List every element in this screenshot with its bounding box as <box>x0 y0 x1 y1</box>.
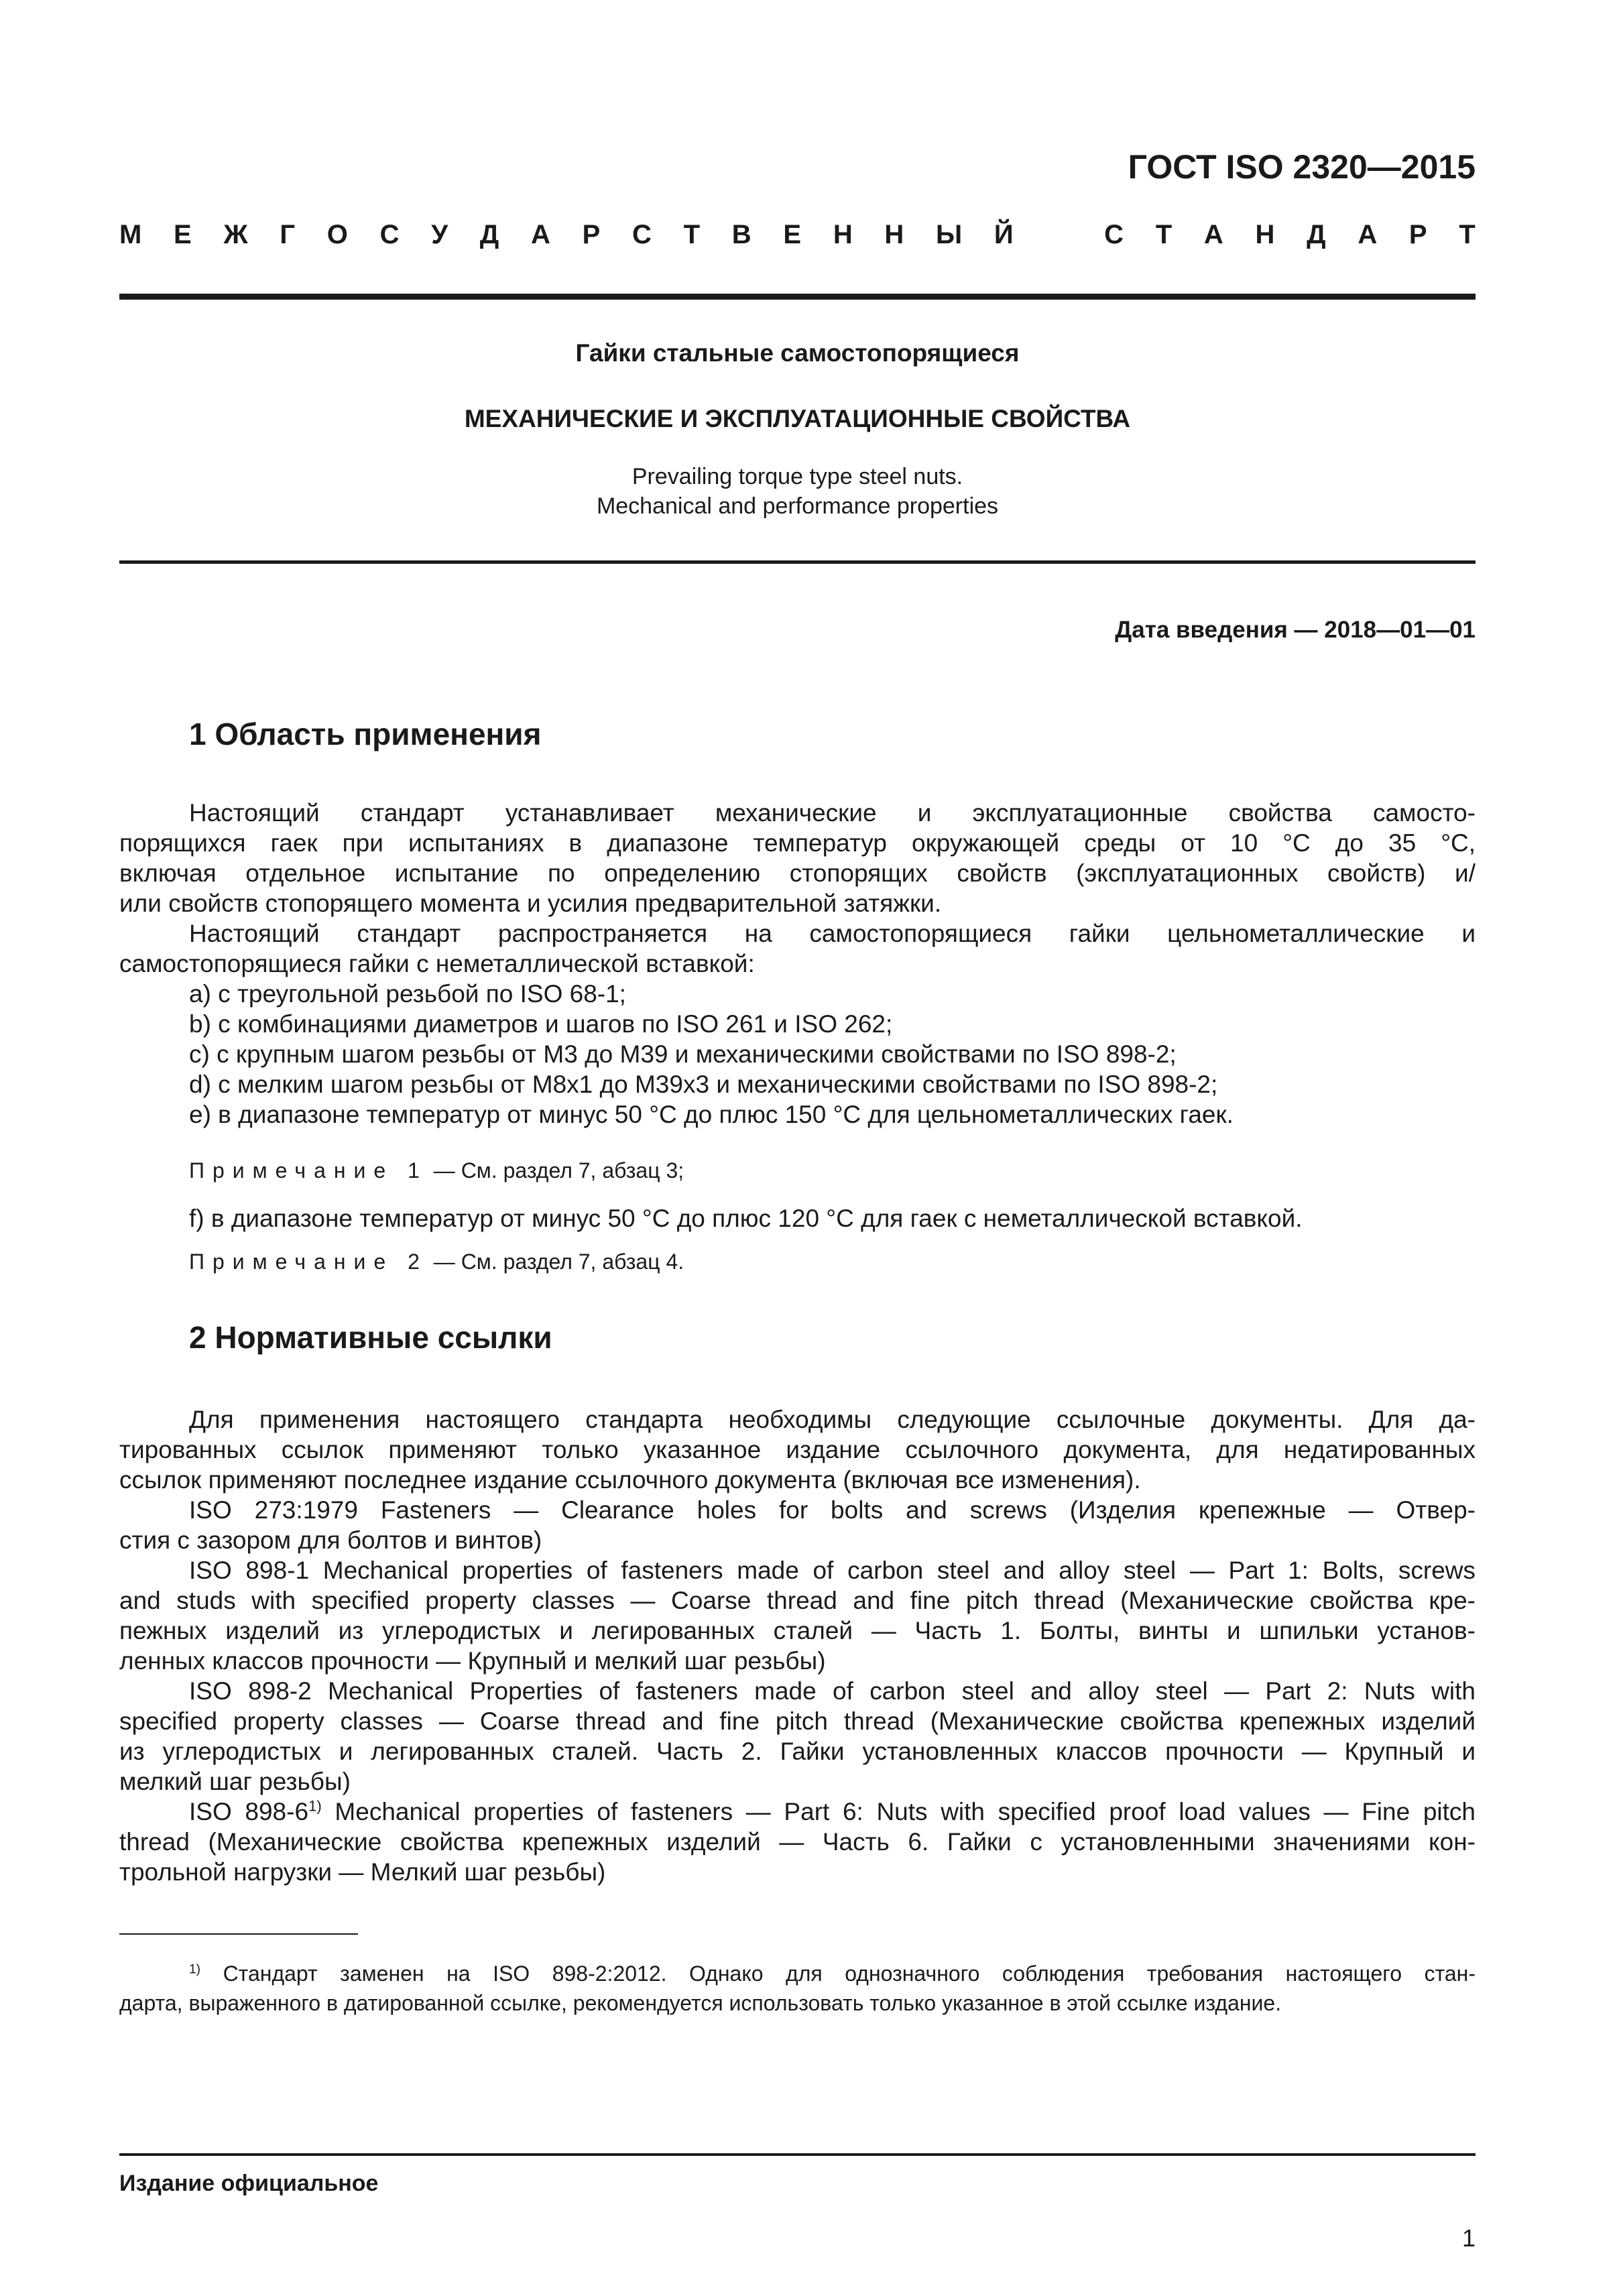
note-text: — См. раздел 7, абзац 4. <box>427 1250 684 1274</box>
header-letter: Р <box>1408 219 1427 249</box>
note-label: Примечание 1 <box>189 1158 428 1183</box>
header-letter: С <box>1104 219 1124 249</box>
reference-line: specified property classes — Coarse thread and fine pitch thread (Механические свойства крепежных изделий <box>119 1707 1476 1735</box>
reference-id: ISO 898-6 <box>189 1798 309 1825</box>
section-1-para-1-line: порящихся гаек при испытаниях в диапазоне температур окружающей среды от 10 °С до 35 °С, <box>119 829 1476 857</box>
header-letter: Е <box>783 219 802 249</box>
header-letter: М <box>119 219 142 249</box>
header-letter: С <box>379 219 400 249</box>
header-letter: Д <box>1307 219 1326 249</box>
note-label: Примечание 2 <box>189 1250 428 1274</box>
header-letter: Н <box>833 219 853 249</box>
list-item: d) с мелким шагом резьбы от М8х1 до М39х3 и механическими свойствами по ISO 898-2; <box>189 1071 1218 1098</box>
reference-line: ISO 273:1979 Fasteners — Clearance holes for bolts and screws (Изделия крепежные — Отвер- <box>189 1496 1476 1524</box>
list-item: b) с комбинациями диаметров и шагов по ISO 261 и ISO 262; <box>189 1010 893 1038</box>
reference-line: стия с зазором для болтов и винтов) <box>119 1526 542 1554</box>
header-letter: О <box>326 219 348 249</box>
reference-line: ISO 898-2 Mechanical Properties of fasteners made of carbon steel and alloy steel — Part 2: Nuts with <box>189 1677 1476 1705</box>
header-letter: Г <box>280 219 296 249</box>
section-2-para-1-line: тированных ссылок применяют только указанное издание ссылочного документа, для недатированных <box>119 1436 1476 1463</box>
header-letter: В <box>731 219 752 249</box>
header-letter: А <box>1203 219 1223 249</box>
footer-rule <box>119 2153 1476 2156</box>
footnote-line: дарта, выраженного в датированной ссылке, рекомендуется использовать только указанное в этой ссылке издание. <box>119 1991 1282 2015</box>
section-1-para-2-line: самостопорящиеся гайки с неметаллической вставкой: <box>119 950 755 977</box>
title-en-line-2: Mechanical and performance properties <box>596 493 999 519</box>
header-thick-rule <box>119 294 1476 300</box>
section-1-title: 1 Область применения <box>189 717 542 751</box>
header-letter: У <box>431 219 448 249</box>
reference-line <box>119 1797 1476 1827</box>
header-letter: Д <box>479 219 499 249</box>
section-1-para-1-line: или свойств стопорящего момента и усилия предварительной затяжки. <box>119 890 942 917</box>
note-1 <box>189 1157 684 1184</box>
section-1-para-2-line: Настоящий стандарт распространяется на самостопорящиеся гайки цельнометаллические и <box>189 920 1476 947</box>
header-letter: Ы <box>936 219 963 249</box>
list-item: f) в диапазоне температур от минус 50 °С до плюс 120 °С для гаек с неметаллической вставкой. <box>189 1205 1303 1232</box>
reference-line: thread (Механические свойства крепежных изделий — Часть 6. Гайки с установленными значениями кон- <box>119 1828 1476 1856</box>
footnote-reference[interactable]: 1) <box>308 1797 322 1815</box>
list-item: e) в диапазоне температур от минус 50 °С до плюс 150 °С для цельнометаллических гаек. <box>189 1101 1234 1128</box>
note-2 <box>189 1248 684 1275</box>
header-letter: Й <box>994 219 1014 249</box>
section-2-para-1-line: Для применения настоящего стандарта необходимы следующие ссылочные документы. Для да- <box>189 1406 1476 1433</box>
header-letter: Т <box>1155 219 1173 249</box>
footnote-text: Стандарт заменен на ISO 898-2:2012. Однако для однозначного соблюдения требования настоящего стан- <box>200 1961 1476 1986</box>
header-letter: Т <box>1459 219 1476 249</box>
section-1-para-1-line: включая отдельное испытание по определению стопорящих свойств (эксплуатационных свойств) и/ <box>119 859 1476 887</box>
note-text: — См. раздел 7, абзац 3; <box>427 1158 684 1183</box>
title-rule <box>119 560 1476 564</box>
page-number: 1 <box>1461 2224 1476 2252</box>
header-letter: Т <box>683 219 701 249</box>
header-letter: Е <box>174 219 192 249</box>
reference-line: ISO 898-1 Mechanical properties of fasteners made of carbon steel and alloy steel — Part 1: Bolts, screws <box>189 1557 1476 1584</box>
introduction-date: Дата введения — 2018—01—01 <box>1115 617 1476 643</box>
subtitle-ru: МЕХАНИЧЕСКИЕ И ЭКСПЛУАТАЦИОННЫЕ СВОЙСТВА <box>464 405 1131 432</box>
reference-line: and studs with specified property classes — Coarse thread and fine pitch thread (Механические свойства кре- <box>119 1587 1476 1614</box>
gost-number: ГОСТ ISO 2320—2015 <box>1128 148 1476 186</box>
header-letter: Н <box>884 219 904 249</box>
section-2-para-1-line: ссылок применяют последнее издание ссылочного документа (включая все изменения). <box>119 1466 1141 1494</box>
standard-header <box>119 215 1476 255</box>
header-letter: С <box>632 219 652 249</box>
list-item: a) с треугольной резьбой по ISO 68-1; <box>189 980 626 1008</box>
reference-line: мелкий шаг резьбы) <box>119 1768 351 1795</box>
footnote-line <box>119 1959 1476 1988</box>
header-letter: Н <box>1255 219 1275 249</box>
section-2-title: 2 Нормативные ссылки <box>189 1320 552 1355</box>
edition-label: Издание официальное <box>119 2171 379 2196</box>
reference-line: трольной нагрузки — Мелкий шаг резьбы) <box>119 1858 606 1886</box>
header-letter: А <box>531 219 550 249</box>
section-1-para-1-line: Настоящий стандарт устанавливает механические и эксплуатационные свойства самосто- <box>189 799 1476 827</box>
reference-line: из углеродистых и легированных сталей. Часть 2. Гайки установленных классов прочности — Крупный и <box>119 1738 1476 1765</box>
footnote-marker: 1) <box>189 1962 201 1977</box>
header-letter: Р <box>582 219 601 249</box>
list-item: c) с крупным шагом резьбы от М3 до М39 и механическими свойствами по ISO 898-2; <box>189 1040 1177 1068</box>
reference-line: ленных классов прочности — Крупный и мелкий шаг резьбы) <box>119 1647 826 1675</box>
header-letter: А <box>1358 219 1378 249</box>
reference-line: пежных изделий из углеродистых и легированных сталей — Часть 1. Болты, винты и шпильки установ- <box>119 1617 1476 1644</box>
footnote-separator <box>119 1933 358 1935</box>
title-ru: Гайки стальные самостопорящиеся <box>575 339 1020 367</box>
reference-text: Mechanical properties of fasteners — Part 6: Nuts with specified proof load values — Fine pitch <box>321 1798 1476 1825</box>
header-letter: Ж <box>223 219 248 249</box>
title-en-line-1: Prevailing torque type steel nuts. <box>632 464 963 489</box>
